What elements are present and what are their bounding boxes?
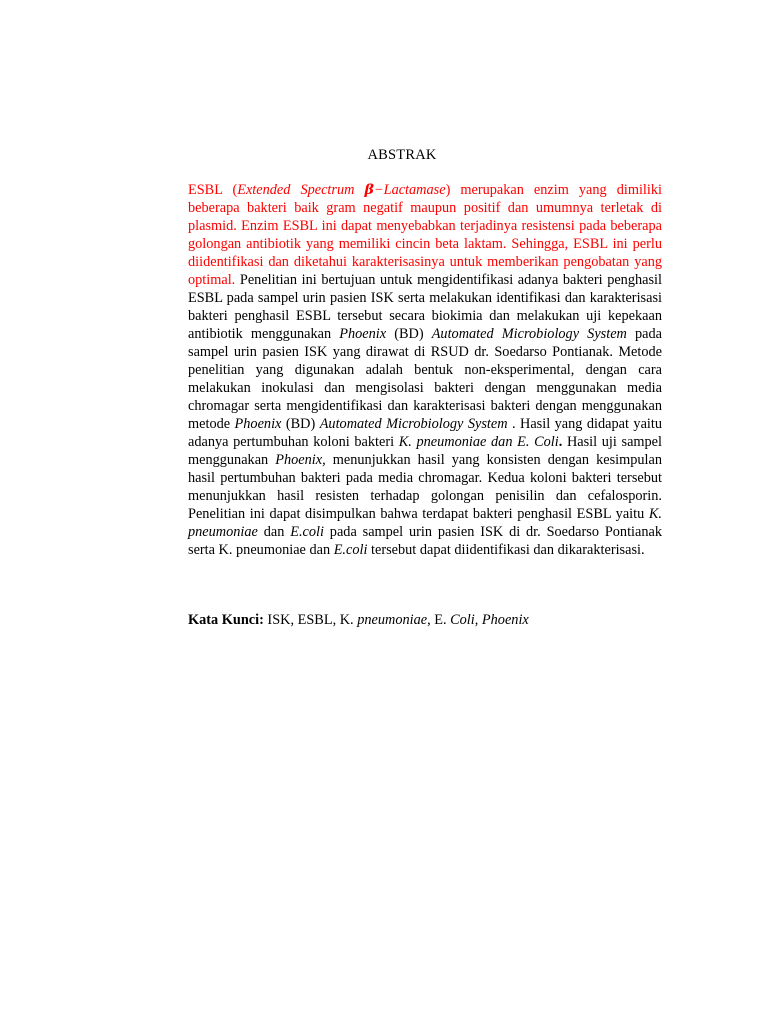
abstract-title: ABSTRAK — [367, 147, 437, 163]
abstract-text-italic: Automated Microbiology System — [431, 326, 627, 342]
abstract-text-bold: . — [558, 434, 563, 450]
abstract-text: Penelitian ini bertujuan untuk mengidentifikasi adanya bakteri penghasil ESBL pada sampel urin pasien ISK serta melakukan identifikasi dan karakterisasi bakteri penghasil ESBL tersebut secara biokimia dan melakukan uji kepekaan antibiotik menggunakan — [188, 272, 662, 342]
abstract-text: tersebut dapat diidentifikasi dan dikarakterisasi. — [367, 542, 645, 558]
abstract-text: ) merupakan enzim yang dimiliki beberapa bakteri baik gram negatif maupun positif dan umumnya terletak di plasmid. Enzim ESBL ini dapat menyebabkan terjadinya resistensi pada beberapa golongan antibiotik yang memiliki cincin beta laktam. Sehingga, ESBL ini perlu diidentifikasi dan diketahui karakterisasinya untuk memberikan pengobatan yang optimal. — [188, 182, 662, 288]
beta-symbol: β — [364, 182, 374, 198]
keywords-text-italic: pneumoniae — [357, 612, 428, 628]
abstract-text-italic: Extended Spectrum — [237, 182, 365, 198]
keywords-label: Kata Kunci: — [188, 612, 264, 628]
abstract-text-italic: K. pneumoniae dan E. Coli — [398, 434, 559, 450]
keywords-text: ISK, ESBL, K. — [263, 612, 358, 628]
abstract-text-italic: Phoenix, — [275, 452, 326, 468]
abstract-text: (BD) — [386, 326, 432, 342]
abstract-text-italic: K. pneumoniae — [188, 506, 662, 540]
abstract-text-italic: −Lactamase — [373, 182, 446, 198]
abstract-text: dan — [257, 524, 291, 540]
abstract-text-italic: Phoenix — [234, 416, 282, 432]
keywords-line — [188, 611, 662, 629]
abstract-text: pada sampel urin pasien ISK yang dirawat di RSUD dr. Soedarso Pontianak. Metode penelitian yang digunakan adalah bentuk non-eksperimental, dengan cara melakukan inokulasi dan mengisolasi bakteri dengan menggunakan media chromagar serta mengidentifikasi dan karakterisasi bakteri dengan menggunakan metode — [188, 326, 662, 432]
abstract-text: menunjukkan hasil yang konsisten dengan kesimpulan hasil pertumbuhan bakteri pada media chromagar. Kedua koloni bakteri tersebut menunjukkan hasil resisten terhadap golongan penisilin dan cefalosporin. Penelitian ini dapat disimpulkan bahwa terdapat bakteri penghasil ESBL yaitu — [188, 452, 662, 522]
keywords-text-italic: Coli — [450, 612, 475, 628]
keywords-text: , — [474, 612, 482, 628]
abstract-text-italic: E.coli — [290, 524, 324, 540]
abstract-text: . Hasil yang didapat yaitu adanya pertumbuhan koloni bakteri — [188, 416, 663, 450]
abstract-text-italic: Phoenix — [339, 326, 387, 342]
abstract-paragraph — [188, 181, 662, 559]
abstract-text-italic: Automated Microbiology System — [319, 416, 508, 432]
abstract-text: (BD) — [281, 416, 320, 432]
keywords-text-italic: Phoenix — [481, 612, 529, 628]
abstract-text-italic: E.coli — [333, 542, 368, 558]
abstract-text: ESBL ( — [188, 182, 238, 198]
abstract-text: Hasil uji sampel menggunakan — [188, 434, 663, 468]
abstract-text: pada sampel urin pasien ISK di dr. Soedarso Pontianak serta K. pneumoniae dan — [188, 524, 662, 558]
keywords-text: , E. — [427, 612, 451, 628]
